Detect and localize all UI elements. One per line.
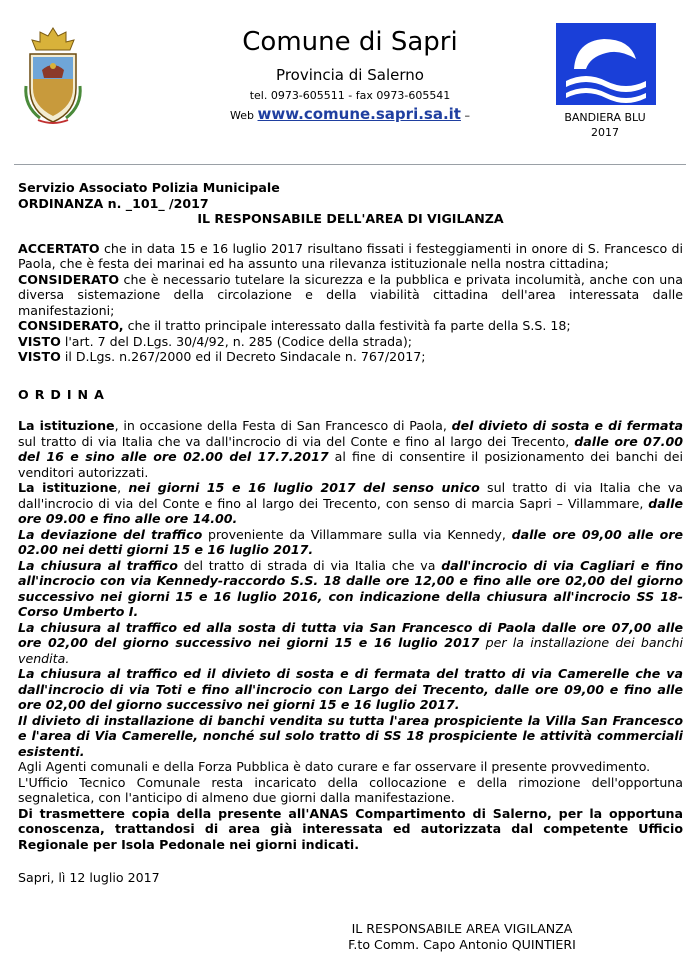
issuer-heading: IL RESPONSABILE DELL'AREA DI VIGILANZA [197,211,504,226]
premise-considerato-1: CONSIDERATO che è necessario tutelare la sicurezza e la pubblica e privata incolumità, anche con una diversa sistemazione della circolazione e della viabilità cittadina dell'area interessata dalle manifestazioni; [18,271,683,318]
premise-accertato: ACCERTATO che in data 15 e 16 luglio 2017 risultano fissati i festeggiamenti in onore di S. Francesco di Paola, che è festa dei marinai ed ha assunto una rilevanza istituzionale nella nostra cittadina; [18,240,683,271]
blue-flag-icon [556,23,656,105]
signature-block [332,921,592,953]
premise-considerato-2: CONSIDERATO, che il tratto principale interessato dalla festività fa parte della S.S. 18; [18,318,571,333]
ordina-heading: ORDINA [18,386,110,402]
contact-numbers: tel. 0973-605511 - fax 0973-605541 [249,89,451,102]
ordinance-number: ORDINANZA n. _101_ /2017 [18,195,209,211]
order-item-6: La chiusura al traffico ed il divieto di sosta e di fermata del tratto di via Camerelle che va dall'incrocio di via Toti e fino all'incrocio con Largo dei Trecento, dalle ore 09,00 e fino alle ore 02,00 del giorno successivo nei giorni 15 e 16 luglio 2017. [18,666,683,712]
municipal-crest-icon [22,26,84,128]
web-suffix: – [464,109,470,122]
order-item-7: Il divieto di installazione di banchi vendita su tutta l'area prospiciente la Villa San Francesco e l'area di Via Camerelle, nonché sul solo tratto di SS 18 prospiciente le attività commerciali esistenti. [18,712,683,759]
order-item-10: Di trasmettere copia della presente all'ANAS Compartimento di Salerno, per la opportuna conoscenza, trattandosi di area già interessata ed autorizzata dal competente Ufficio Regionale per Isola Pedonale nei giorni indicati. [18,805,683,852]
web-prefix: Web [230,109,255,122]
order-item-1: La istituzione, in occasione della Festa di San Francesco di Paola, del divieto di sosta e di fermata sul tratto di via Italia che va dall'incrocio di via del Conte e fino al largo dei Trecento, dalle ore 07.00 del 16 e sino alle ore 02.00 del 17.7.2017 al fine di consentire il posizionamento dei banchi dei venditori autorizzati. [18,418,684,480]
order-item-4: La chiusura al traffico del tratto di strada di via Italia che va dall'incrocio di via Cagliari e fino all'incrocio con via Kennedy-raccordo S.S. 18 dalle ore 12,00 e fino alle ore 02,00 del giorno successivo nei giorni 15 e 16 luglio 2016, con indicazione della chiusura all'incrocio SS 18- Corso Umberto I. [18,557,684,619]
province-name: Provincia di Salerno [276,66,424,84]
blue-flag-caption [540,110,670,140]
website-line [170,104,530,126]
spacer [18,852,683,870]
order-item-5: La chiusura al traffico ed alla sosta di tutta via San Francesco di Paola dalle ore 07,00 alle ore 02,00 del giorno successivo nei giorni 15 e 16 luglio 2017 per la installazione dei banchi vendita. [18,619,683,666]
website-link[interactable]: www.comune.sapri.sa.it [257,105,461,123]
order-item-8: Agli Agenti comunali e della Forza Pubblica è dato curare e far osservare il presente provvedimento. [18,759,651,774]
premise-visto-2: VISTO il D.Lgs. n.267/2000 ed il Decreto Sindacale n. 767/2017; [18,349,426,364]
place-date: Sapri, lì 12 luglio 2017 [18,870,160,885]
signatory-role: IL RESPONSABILE AREA VIGILANZA [351,921,573,936]
spacer [18,365,683,387]
ordinance-body [18,180,683,886]
blue-flag-label: BANDIERA BLU [564,111,646,124]
order-item-2: La istituzione, nei giorni 15 e 16 luglio 2017 del senso unico sul tratto di via Italia che va dall'incrocio di via del Conte e fino al largo dei Trecento, con senso di marcia Sapri – Villammare, dalle ore 09.00 e fino alle ore 14.00. [18,480,683,526]
premise-visto-1: VISTO l'art. 7 del D.Lgs. 30/4/92, n. 285 (Codice della strada); [18,333,413,349]
letterhead [0,0,700,170]
spacer [18,402,683,418]
blue-flag-year: 2017 [591,126,619,139]
order-item-3: La deviazione del traffico proveniente da Villammare sulla via Kennedy, dalle ore 09,00 alle ore 02.00 nei detti giorni 15 e 16 luglio 2017. [18,526,683,557]
municipality-block [170,26,530,126]
municipality-name: Comune di Sapri [242,27,458,57]
service-name: Servizio Associato Polizia Municipale [18,180,280,195]
header-divider [14,164,686,165]
signatory-name: F.to Comm. Capo Antonio QUINTIERI [348,937,576,952]
order-item-9: L'Ufficio Tecnico Comunale resta incaricato della collocazione e della rimozione dell'opportuna segnaletica, con l'anticipo di almeno due giorni dalla manifestazione. [18,774,683,805]
spacer [18,227,683,241]
